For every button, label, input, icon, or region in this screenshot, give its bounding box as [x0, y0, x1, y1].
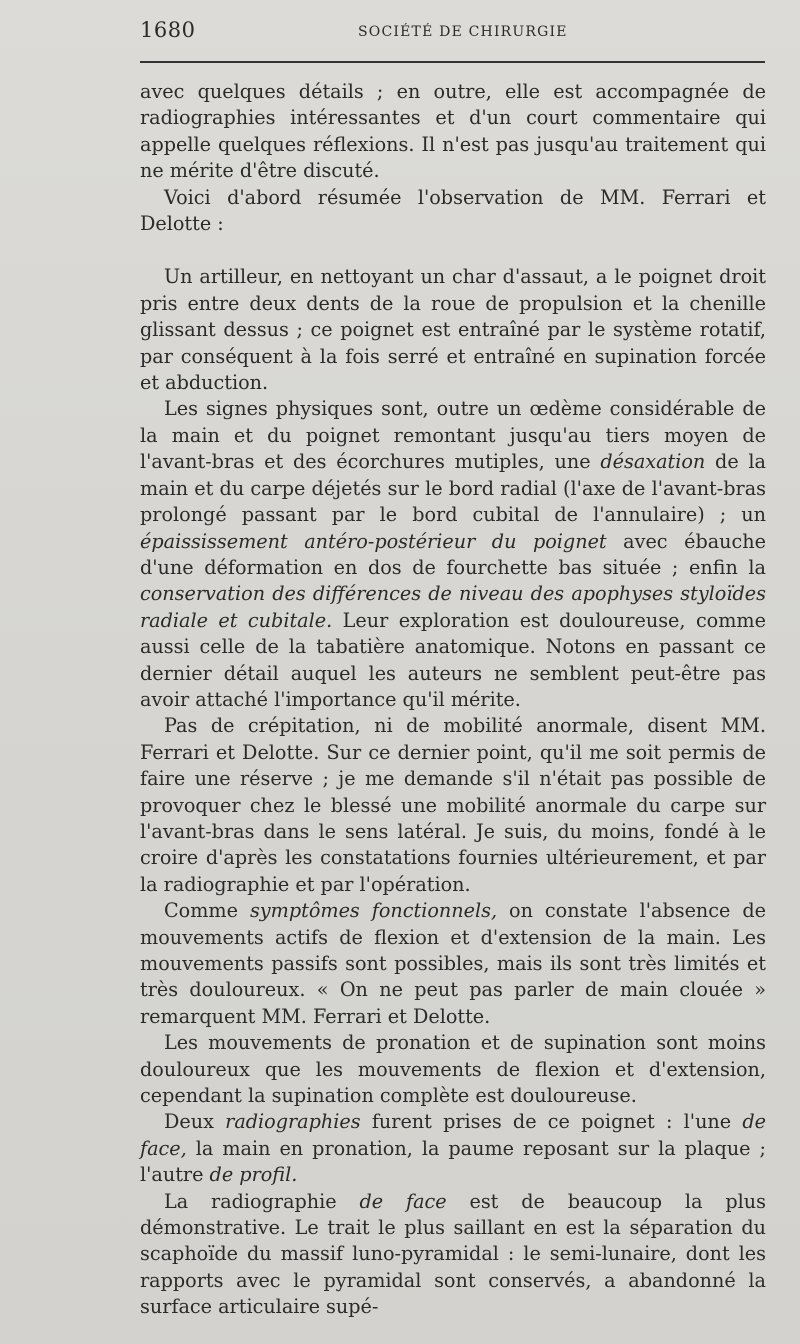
paragraph-4 — [140, 396, 766, 713]
paragraph-1-text: avec quelques détails ; en outre, elle est accompagnée de radiographies intéressantes et d'un court commentaire qui appelle quelques réflexions. Il n'est pas jusqu'au traitement qui ne mérite d'être discuté. — [140, 80, 766, 183]
paragraph-6 — [140, 898, 766, 1030]
paragraph-1 — [140, 79, 766, 185]
emphasis-radiographies: radiographies — [225, 1110, 361, 1134]
paragraph-2-text: Voici d'abord résumée l'observation de MM. Ferrari et Delotte : — [140, 185, 766, 236]
paragraph-6-text: Comme — [164, 899, 250, 923]
running-title: SOCIÉTÉ DE CHIRURGIE — [358, 24, 568, 40]
paragraph-3-text: Un artilleur, en nettoyant un char d'assaut, a le poignet droit pris entre deux dents de la roue de propulsion et la chenille glissant dessus ; ce poignet est entraîné par le système rotatif, par conséquent à la fois serré et entraîné en supination forcée et abduction. — [140, 265, 766, 395]
emphasis-epaississement: épaississement antéro-postérieur du poignet — [140, 529, 607, 553]
emphasis-de-face: de face — [359, 1189, 447, 1213]
page-number: 1680 — [140, 18, 196, 42]
paragraph-3 — [140, 264, 766, 396]
paragraph-7-text: Les mouvements de pronation et de supination sont moins douloureux que les mouvements de flexion et d'extension, cependant la supination complète est douloureuse. — [140, 1031, 766, 1108]
paragraph-6-text: on constate l'absence de mouvements actifs de flexion et d'extension de la main. Les mouvements passifs sont possibles, mais ils sont très limités et très douloureux. « On ne peut pas parler de main clouée » remarquent MM. Ferrari et Delotte. — [140, 899, 766, 1028]
paragraph-9 — [140, 1189, 766, 1321]
paragraph-4-text: Leur exploration est douloureuse, comme aussi celle de la tabatière anatomique. Notons en passant ce dernier détail auquel les auteurs ne semblent peut-être pas avoir attaché l'importance qu'il mérite. — [140, 608, 766, 711]
paragraph-8-text: la main en pronation, la paume reposant sur la plaque ; l'autre — [140, 1136, 766, 1187]
paragraph-8-text: furent prises de ce poignet : l'une — [360, 1110, 743, 1134]
paragraph-7 — [140, 1030, 766, 1109]
emphasis-desaxation: désaxation — [600, 450, 706, 474]
paragraph-2 — [140, 185, 766, 238]
emphasis-conservation: conservation des différences de niveau des apophyses styloïdes radiale et cubitale. — [140, 582, 766, 632]
paragraph-4-text: Les signes physiques sont, outre un œdème considérable de la main et du poignet remontant jusqu'au tiers moyen de l'avant-bras et des écorchures mutiples, une — [140, 397, 766, 474]
page-header — [140, 18, 765, 48]
paragraph-8 — [140, 1109, 766, 1188]
header-rule — [140, 61, 765, 63]
paragraph-5-text: Pas de crépitation, ni de mobilité anormale, disent MM. Ferrari et Delotte. Sur ce dernier point, qu'il me soit permis de faire une réserve ; je me demande s'il n'était pas possible de provoquer chez le blessé une mobilité anormale du carpe sur l'avant-bras dans le sens latéral. Je suis, du moins, fondé à le croire d'après les constatations fournies ultérieurement, et par la radiographie et par l'opération. — [140, 714, 766, 896]
emphasis-de-face: de face, — [140, 1110, 766, 1160]
paragraph-4-text: avec ébauche d'une déformation en dos de fourchette bas située ; enfin la — [140, 529, 766, 579]
paragraph-9-text: est de beaucoup la plus démonstrative. Le trait le plus saillant en est la séparation du scaphoïde du massif luno-pyramidal : le semi-lunaire, dont les rapports avec le pyramidal sont conservés, a abandonné la surface articulaire supé- — [140, 1189, 766, 1319]
paragraph-8-text: Deux — [164, 1110, 226, 1134]
emphasis-symptomes: symptômes fonctionnels, — [249, 899, 498, 923]
paragraph-9-text: La radiographie — [164, 1189, 360, 1213]
paragraph-4-text: de la main et du carpe déjetés sur le bord radial (l'axe de l'avant-bras prolongé passant par le bord cubital de l'annulaire) ; un — [140, 450, 766, 527]
body-text — [140, 79, 766, 1321]
paragraph-5 — [140, 713, 766, 898]
emphasis-de-profil: de profil. — [209, 1163, 298, 1187]
